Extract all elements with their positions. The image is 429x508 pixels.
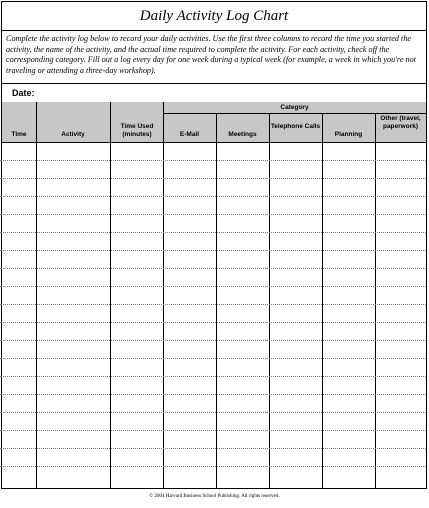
header-divider (110, 102, 111, 142)
row-divider (0, 394, 426, 395)
column-header-telephone: Telephone Calls (270, 123, 321, 130)
header-divider (36, 102, 37, 142)
row-divider (0, 160, 426, 161)
column-divider (269, 142, 270, 488)
log-grid[interactable] (0, 142, 426, 488)
row-divider (0, 214, 426, 215)
header-divider (163, 102, 164, 142)
row-divider (0, 376, 426, 377)
row-divider (0, 196, 426, 197)
row-divider (0, 430, 426, 431)
header-divider (375, 114, 376, 142)
column-divider (322, 142, 323, 488)
row-divider (0, 250, 426, 251)
column-header-other: Other (travel, paperwork) (380, 115, 421, 130)
category-label: Category (280, 104, 309, 111)
page-title: Daily Activity Log Chart (139, 8, 289, 24)
column-header-time-used: Time Used (minutes) (120, 123, 154, 138)
instructions-text: Complete the activity log below to record your daily activities. Use the first three columns to record the time you started the activity, the name of the activity, and the actual time required to complete the activity. For each activity, check off the corresponding category. Fill out a log every day for one week during a typical week (for example, a week in which you're not traveling or attending a three-day workshop). (6, 34, 416, 75)
header-divider (322, 114, 323, 142)
column-header-meetings: Meetings (228, 131, 257, 138)
date-label: Date: (12, 88, 35, 98)
category-divider (163, 113, 426, 114)
header-divider (269, 114, 270, 142)
row-divider (0, 448, 426, 449)
header-divider (216, 114, 217, 142)
row-divider (0, 340, 426, 341)
row-divider (0, 466, 426, 467)
column-header-email: E-Mail (179, 131, 200, 138)
row-divider (0, 286, 426, 287)
instructions-divider (2, 83, 426, 84)
column-divider (375, 142, 376, 488)
row-divider (0, 358, 426, 359)
column-header-planning: Planning (334, 131, 363, 138)
title-divider (2, 30, 426, 31)
row-divider (0, 268, 426, 269)
copyright-notice: © 2004 Harvard Business School Publishing. All rights reserved. (149, 494, 280, 499)
row-divider (0, 412, 426, 413)
column-divider (163, 142, 164, 488)
row-divider (0, 322, 426, 323)
row-divider (0, 304, 426, 305)
row-divider (0, 178, 426, 179)
column-header-activity: Activity (61, 131, 85, 138)
row-divider (0, 232, 426, 233)
column-divider (216, 142, 217, 488)
column-divider (110, 142, 111, 488)
column-header-time: Time (11, 131, 27, 138)
column-divider (36, 142, 37, 488)
